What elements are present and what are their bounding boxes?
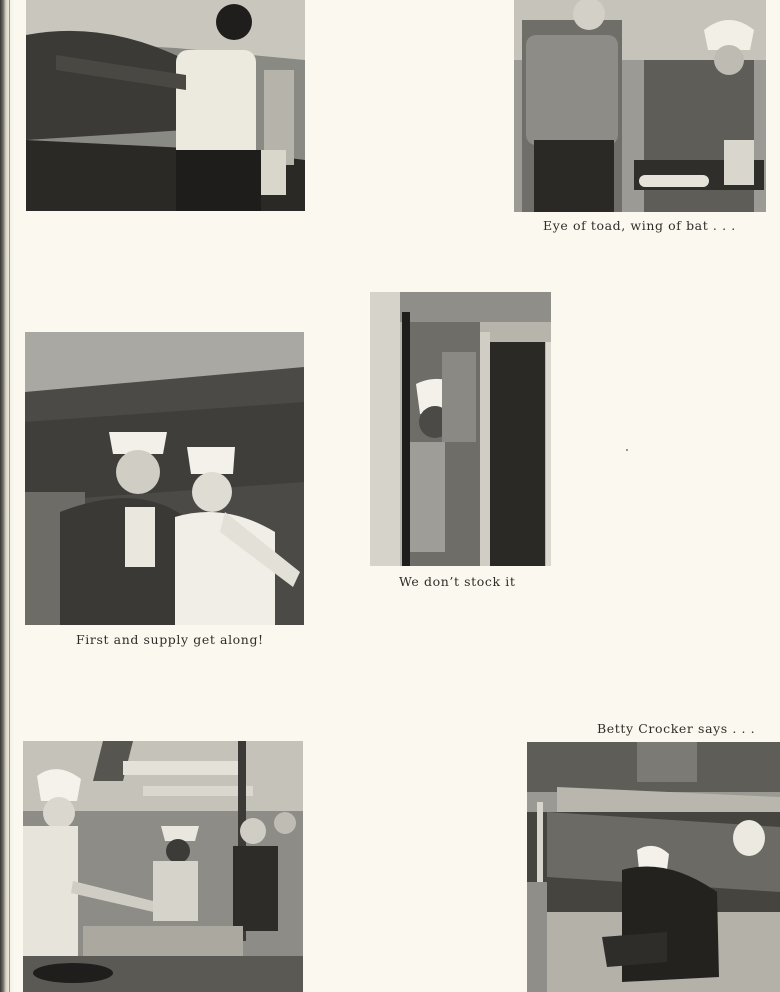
photo-first-and-supply <box>25 332 304 625</box>
binding-edge-line <box>9 0 10 992</box>
caption-first-and-supply: First and supply get along! <box>76 632 264 647</box>
photo-betty-crocker <box>527 742 780 992</box>
caption-we-dont-stock-it: We don’t stock it <box>399 574 516 589</box>
caption-toad-bat: Eye of toad, wing of bat . . . <box>543 218 736 233</box>
photo-machinery-worker <box>26 0 305 211</box>
caption-betty-crocker: Betty Crocker says . . . <box>597 721 756 736</box>
photo-galley-cooking <box>23 741 303 992</box>
stray-dot <box>626 449 628 451</box>
page-binding <box>0 0 14 992</box>
photo-toad-bat <box>514 0 766 212</box>
photo-we-dont-stock-it <box>370 292 551 566</box>
